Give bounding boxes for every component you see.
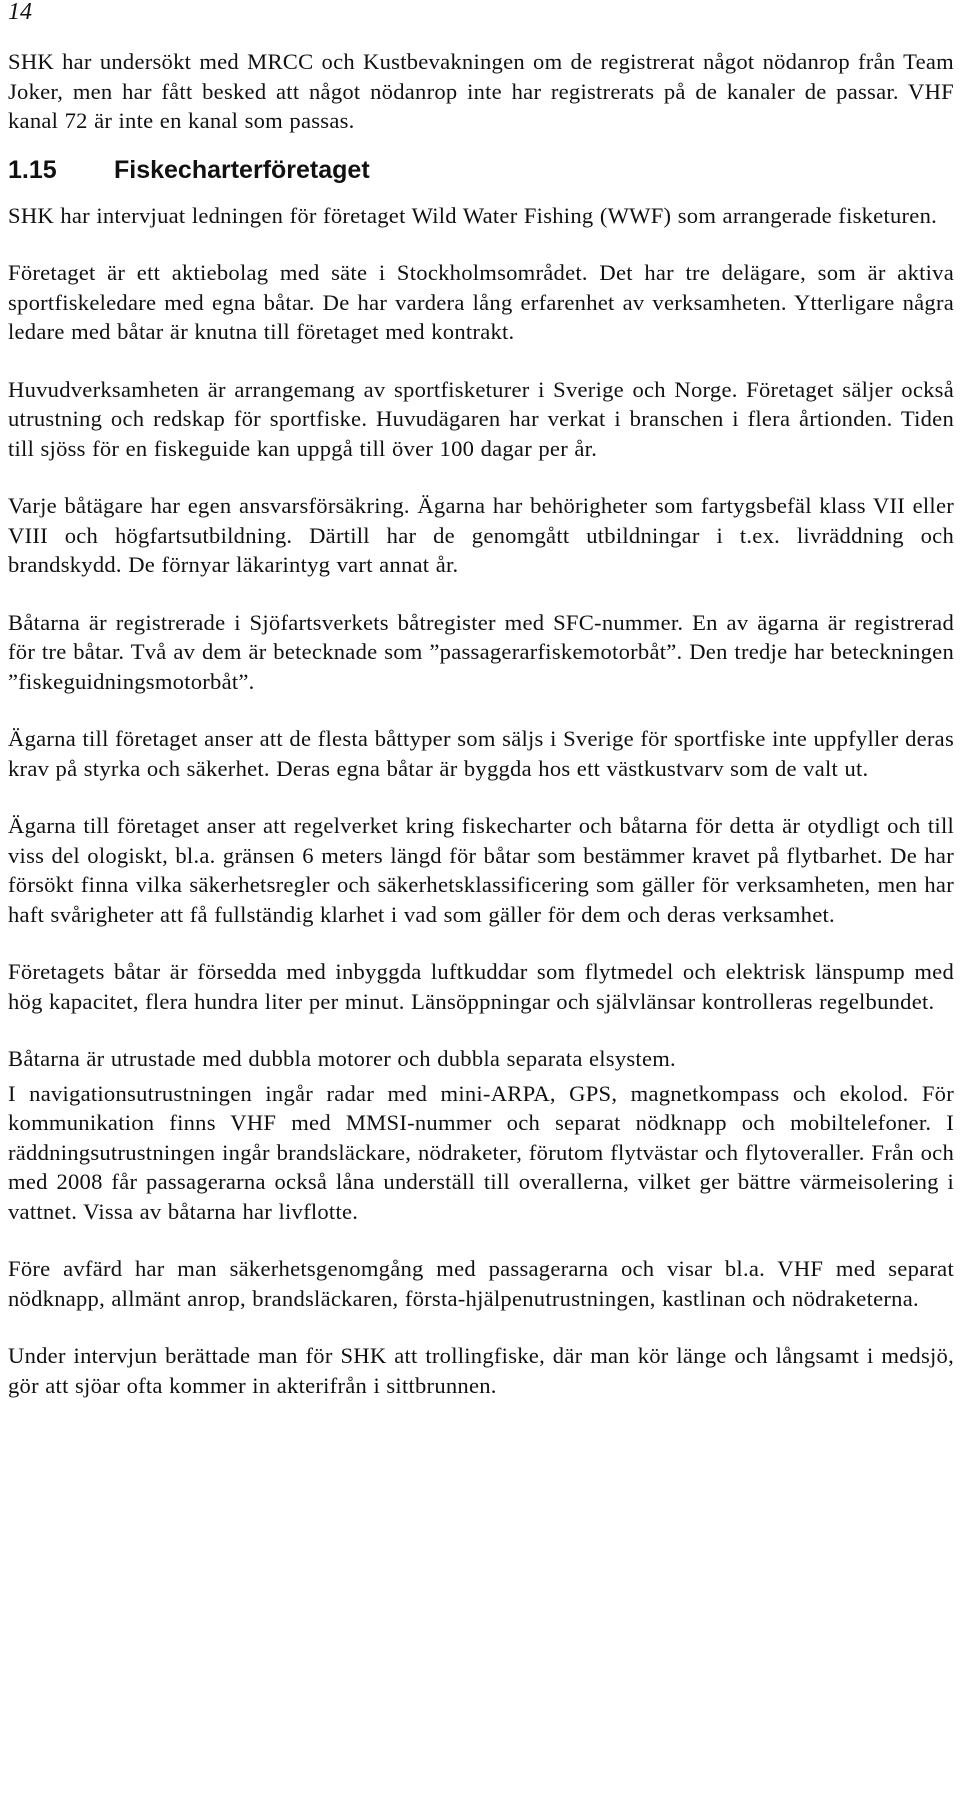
- paragraph: Företaget är ett aktiebolag med säte i Stockholmsområdet. Det har tre delägare, som är aktiva sportfiskeledare med egna båtar. De har vardera lång erfarenhet av verksamheten. Ytterligare några ledare med båtar är knutna till företaget med kontrakt.: [8, 260, 954, 344]
- paragraph: I navigationsutrustningen ingår radar med mini-ARPA, GPS, magnetkompass och ekolod. För kommunikation finns VHF med MMSI-nummer och separat nödknapp och mobiltelefoner. I räddningsutrustningen ingår brandsläckare, nödraketer, förutom flytvästar och flytoveraller. Från och med 2008 får passagerarna också låna underställ till overallerna, vilket ger bättre värmeisolering i vattnet. Vissa av båtarna har livflotte.: [8, 1080, 954, 1224]
- paragraph: Båtarna är registrerade i Sjöfartsverkets båtregister med SFC-nummer. En av ägarna är registrerad för tre båtar. Två av dem är betecknade som ”passagerarfiskemotorbåt”. Den tredje har beteckningen ”fiskeguidningsmotorbåt”.: [8, 609, 954, 694]
- section-number: 1.15: [8, 155, 57, 184]
- page-content: [8, 47, 954, 1428]
- paragraph: Huvudverksamheten är arrangemang av sportfisketurer i Sverige och Norge. Företaget säljer också utrustning och redskap för sportfiske. Huvudägaren har verkat i branschen i flera årtionden. Tiden till sjöss för en fiskeguide kan uppgå till över 100 dagar per år.: [8, 376, 954, 461]
- paragraph: Båtarna är utrustade med dubbla motorer och dubbla separata elsystem.: [8, 1046, 676, 1071]
- paragraph: Före avfärd har man säkerhetsgenomgång med passagerarna och visar bl.a. VHF med separat nödknapp, allmänt anrop, brandsläckaren, första-hjälpenutrustningen, kastlinan och nödraketerna.: [8, 1256, 954, 1311]
- paragraph: Varje båtägare har egen ansvarsförsäkring. Ägarna har behörigheter som fartygsbefäl klass VII eller VIII och högfartsutbildning. Därtill har de genomgått utbildningar i t.ex. livräddning och brandskydd. De förnyar läkarintyg vart annat år.: [8, 493, 954, 577]
- section-title: Fiskecharterföretaget: [114, 155, 370, 184]
- paragraph: Företagets båtar är försedda med inbyggda luftkuddar som flytmedel och elektrisk länspump med hög kapacitet, flera hundra liter per minut. Länsöppningar och självlänsar kontrolleras regelbundet.: [8, 959, 954, 1014]
- section-heading: [8, 153, 954, 187]
- paragraph: Ägarna till företaget anser att de flesta båttyper som säljs i Sverige för sportfiske inte uppfyller deras krav på styrka och säkerhet. Deras egna båtar är byggda hos ett västkustvarv som de valt ut.: [8, 726, 954, 781]
- paragraph: Under intervjun berättade man för SHK att trollingfiske, där man kör länge och långsamt i medsjö, gör att sjöar ofta kommer in akterifrån i sittbrunnen.: [8, 1343, 954, 1398]
- intro-paragraph: SHK har undersökt med MRCC och Kustbevakningen om de registrerat något nödanrop från Team Joker, men har fått besked att något nödanrop inte har registrerats på de kanaler de passar. VHF kanal 72 är inte en kanal som passas.: [8, 49, 954, 133]
- page-number: 14: [8, 0, 32, 25]
- paragraph: SHK har intervjuat ledningen för företaget Wild Water Fishing (WWF) som arrangerade fisketuren.: [8, 202, 938, 228]
- paragraph: Ägarna till företaget anser att regelverket kring fiskecharter och båtarna för detta är otydligt och till viss del ologiskt, bl.a. gränsen 6 meters längd för båtar som bestämmer kravet på flytbarhet. De har försökt finna vilka säkerhetsregler och säkerhetsklassificering som gäller för verksamheten, men har haft svårigheter att få fullständig klarhet i vad som gäller för dem och deras verksamhet.: [8, 813, 954, 927]
